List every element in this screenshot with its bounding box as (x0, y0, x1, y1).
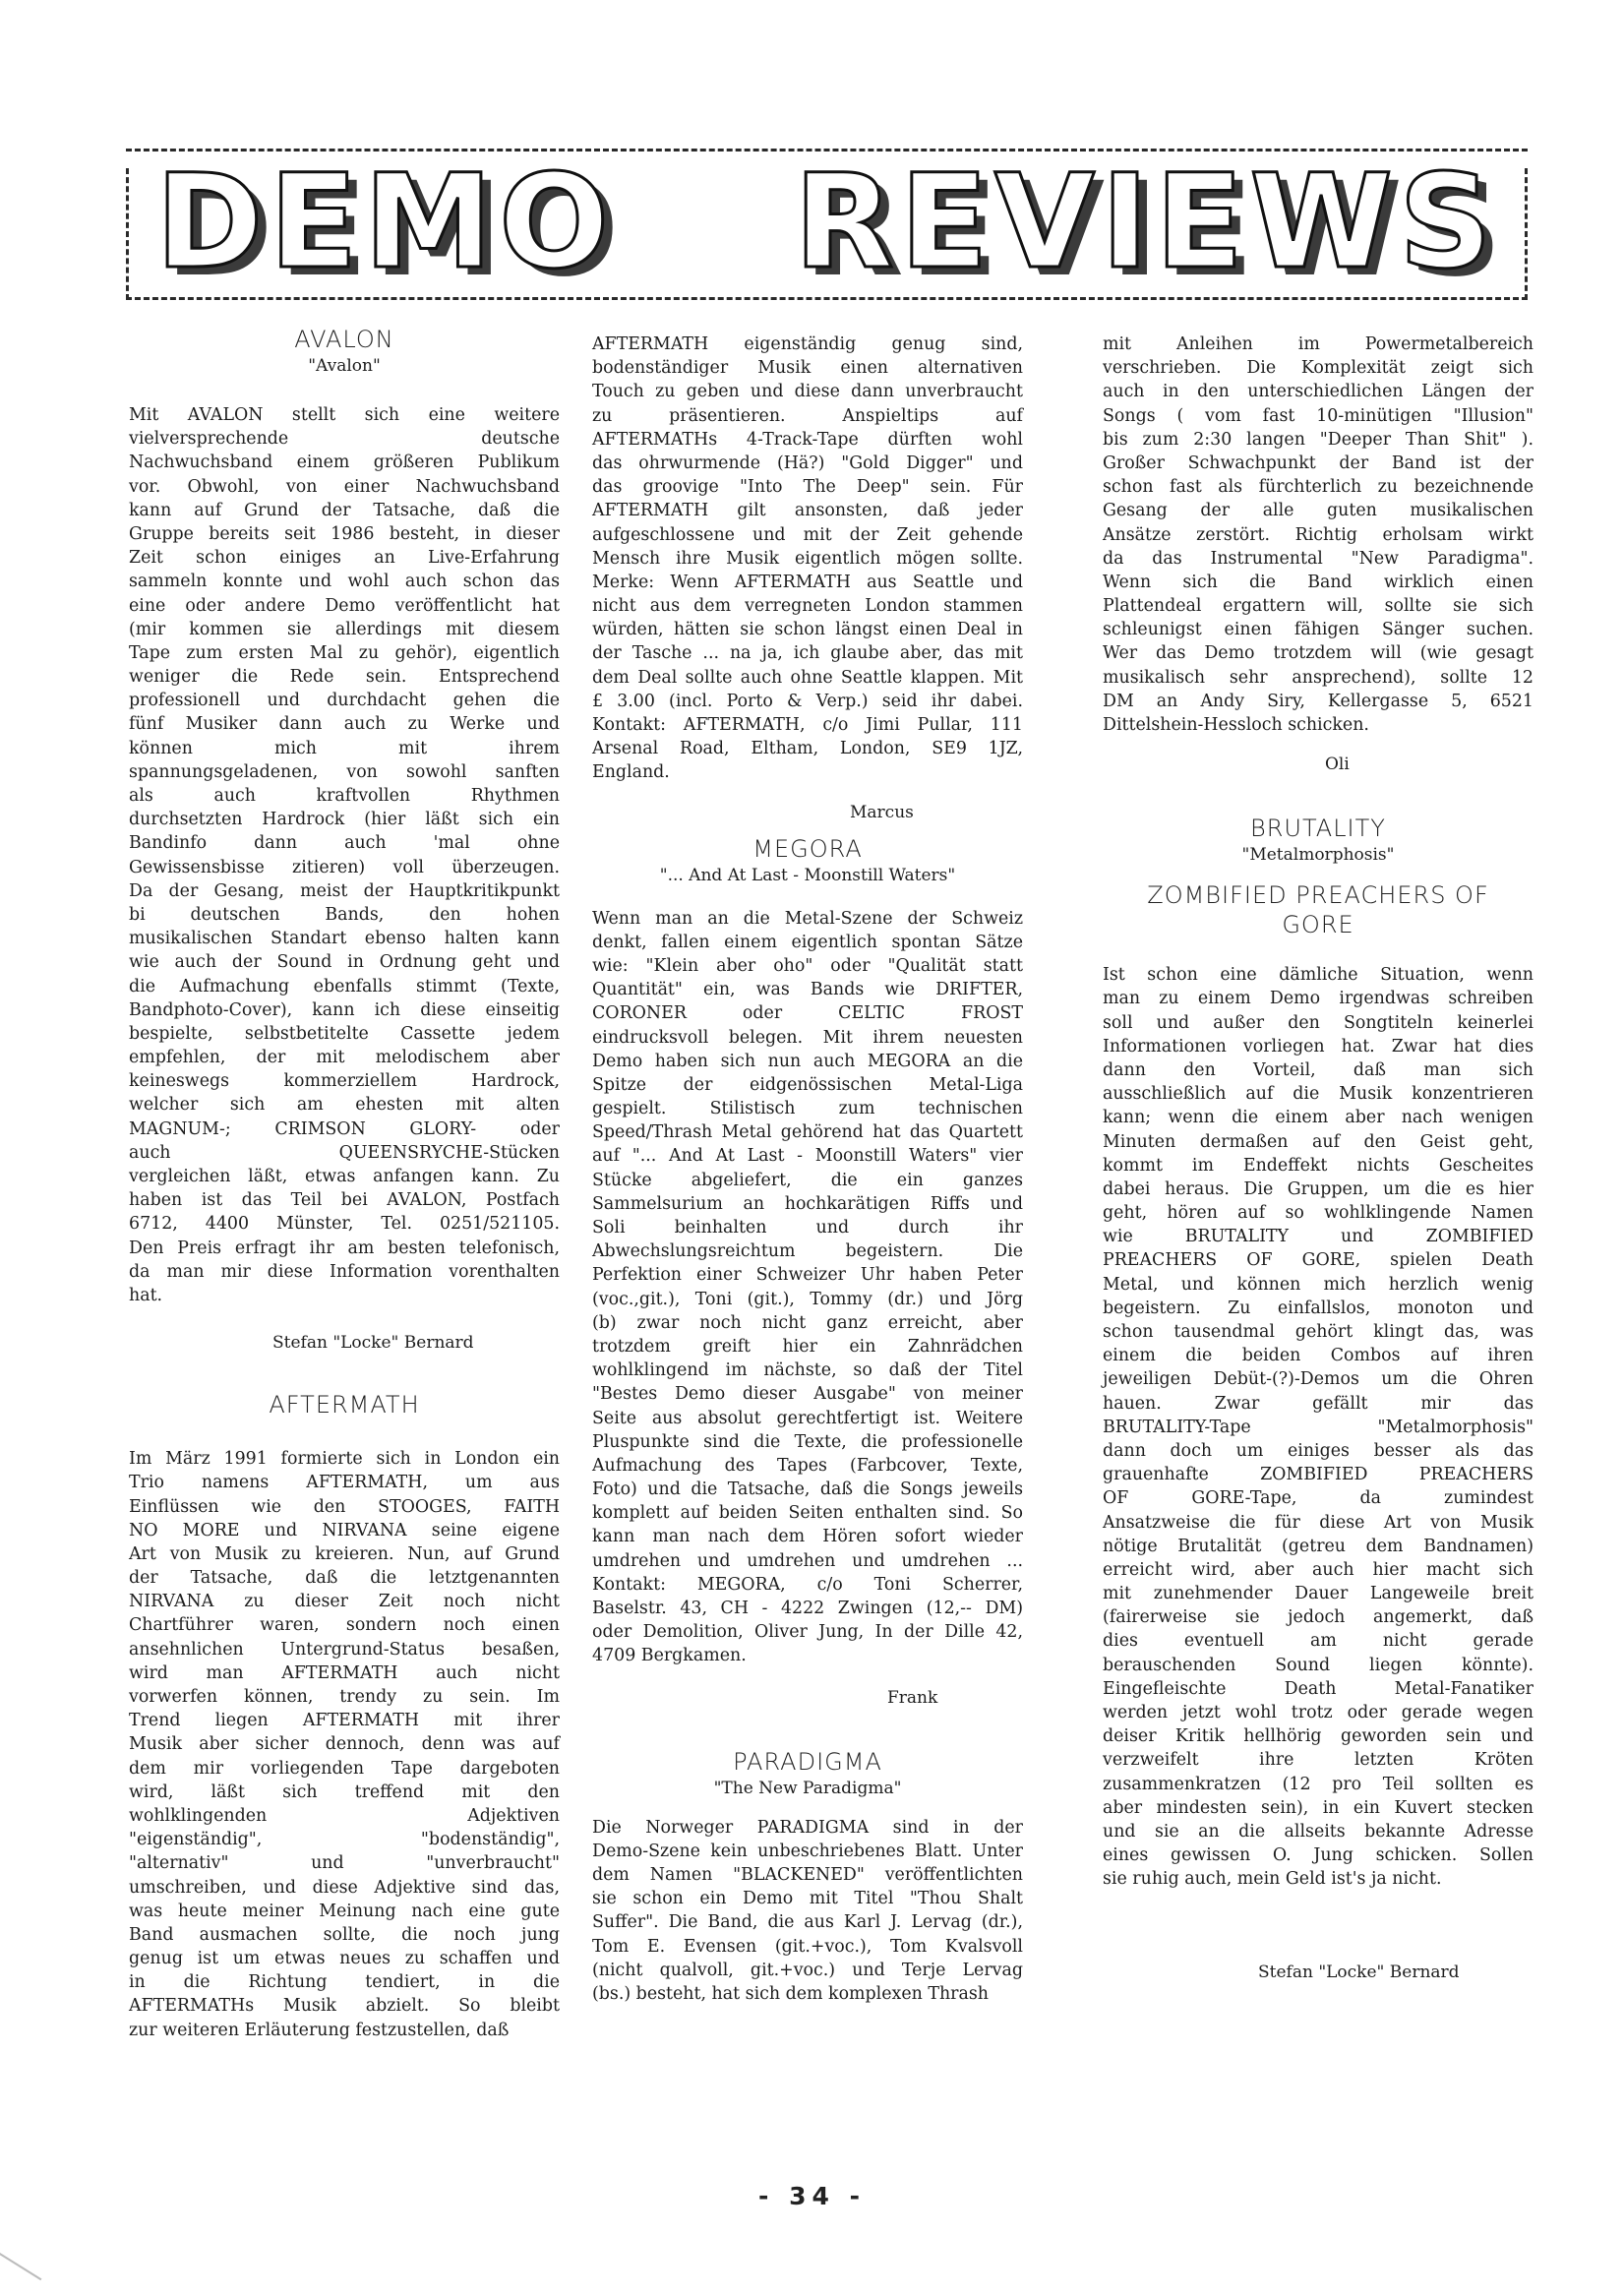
text-line: BRUTALITY-Tape "Metalmorphosis" (1103, 1417, 1534, 1437)
text-line: komplett auf beiden Seiten enthalten sind. So (592, 1503, 1023, 1524)
text-line: was heute meiner Meinung nach eine gute (129, 1901, 560, 1921)
text-line: kann man nach dem Hören sofort wieder (592, 1527, 1023, 1547)
review-aftermath-continued (592, 332, 1023, 824)
text-line: Trend liegen AFTERMATH mit ihrer (129, 1711, 560, 1731)
text-line: Tom E. Evensen (git.+voc.), Tom Kvalsvoll (592, 1936, 1023, 1957)
text-line: Plattendeal ergattern will, sollte sie sich (1103, 596, 1534, 617)
text-line: Ansatzweise die für diese Art von Musik (1103, 1512, 1534, 1533)
band-name-second-continued: GORE (1282, 911, 1354, 939)
page-banner (126, 141, 1528, 308)
text-line: Trio namens AFTERMATH, um aus (129, 1473, 560, 1493)
demo-title: "... And At Last - Moonstill Waters" (659, 865, 956, 885)
text-line: musikalisch sehr ansprechend), sollte 12 (1103, 667, 1534, 688)
text-line: Wenn man an die Metal-Szene der Schweiz (592, 908, 1023, 929)
text-line: und sie an die allseits bekannte Adresse (1103, 1821, 1534, 1842)
text-line: empfehlen, der mit melodischem aber (129, 1048, 560, 1068)
text-line: 6712, 4400 Münster, Tel. 0251/521105. (129, 1214, 560, 1235)
text-line: "alternativ" und "unverbraucht" (129, 1853, 560, 1874)
text-line: umdrehen und umdrehen und umdrehen ... (592, 1550, 1023, 1571)
text-line: Dittelshein-Hessloch schicken. (1103, 715, 1369, 735)
text-line: Musik aber sicher dennoch, denn was auf (129, 1734, 560, 1755)
review-body (1103, 963, 1534, 1891)
text-line: Touch zu geben und diese dann unverbraucht (592, 382, 1023, 402)
text-line: werden jetzt wohl trotz oder gerade wegen (1103, 1703, 1534, 1722)
review-aftermath (129, 1390, 560, 2042)
text-line: fünf Musiker dann auch zu Werke und (129, 714, 560, 735)
text-line: dem Namen "BLACKENED" veröffentlichten (592, 1864, 1023, 1885)
text-line: Merke: Wenn AFTERMATH aus Seattle und (592, 572, 1023, 592)
review-header (1103, 814, 1534, 939)
text-line: zur weiteren Erläuterung festzustellen, daß (129, 2020, 510, 2040)
text-line: NIRVANA zu dieser Zeit noch nicht (129, 1592, 560, 1612)
text-line: jeweiligen Debüt-(?)-Demos um die Ohren (1103, 1369, 1534, 1390)
text-line: kann auf Grund der Tatsache, daß die (129, 500, 560, 520)
text-line: Bandphoto-Cover), kann ich diese einseitig (129, 999, 560, 1020)
text-line: aufgeschlossene und mit der Zeit gehende (592, 524, 1023, 545)
text-line: wird man AFTERMATH auch nicht (129, 1662, 560, 1683)
text-line: wird, läßt sich treffend mit den (129, 1782, 560, 1802)
text-line: AFTERMATH gilt ansonsten, daß jeder (592, 501, 1023, 521)
column-left (129, 325, 560, 2042)
text-line: auf "... And At Last - Moonstill Waters" vier (592, 1146, 1023, 1167)
text-line: "eigenständig", "bodenständig", (129, 1830, 560, 1850)
title-word-demo: DEMO (155, 147, 616, 298)
text-line: bodenständiger Musik einen alternativen (592, 358, 1023, 379)
text-line: Nachwuchsband einem größeren Publikum (129, 453, 560, 473)
text-line: (fairerweise sie jedoch angemerkt, daß (1103, 1607, 1534, 1628)
text-line: berauschenden Sound liegen könnte). (1103, 1655, 1534, 1675)
text-line: (mir kommen sie allerdings mit diesem (129, 619, 560, 639)
text-line: Seite aus absolut gerechtfertigt ist. Weitere (592, 1408, 1023, 1428)
review-brutality-zombified-preachers-of-gore (1103, 814, 1534, 1983)
text-line: durchsetzten Hardrock (hier läßt sich ein (129, 810, 560, 830)
text-line: (bs.) besteht, hat sich dem komplexen Thrash (592, 1983, 989, 2004)
band-name: MEGORA (752, 834, 863, 863)
text-line: grauenhafte ZOMBIFIED PREACHERS (1103, 1465, 1534, 1485)
text-line: musikalischen Standart ebenso halten kann (129, 929, 560, 949)
text-line: dann doch um einiges besser als das (1103, 1440, 1534, 1461)
text-line: Arsenal Road, Eltham, London, SE9 1JZ, (592, 739, 1023, 759)
text-line: NO MORE und NIRVANA seine eigene (129, 1520, 560, 1540)
text-line: schon tausendmal gehört klingt das, was (1103, 1322, 1534, 1342)
text-line: mit zunehmender Dauer Langeweile breit (1103, 1584, 1534, 1604)
text-line: Baselstr. 43, CH - 4222 Zwingen (12,-- DM) (592, 1599, 1023, 1618)
review-body (129, 1447, 560, 2042)
text-line: Mensch ihre Musik eigentlich mögen sollte. (592, 548, 1023, 569)
text-line: welcher sich am ehesten mit alten (129, 1095, 560, 1116)
text-line: oder Demolition, Oliver Jung, In der Dille 42, (592, 1622, 1023, 1643)
text-line: deiser Kritik hellhörig geworden sein und (1103, 1726, 1534, 1747)
text-line: Informationen vorliegen hat. Zwar hat dies (1103, 1036, 1534, 1057)
text-line: AFTERMATHs 4-Track-Tape dürften wohl (592, 429, 1023, 450)
band-name: BRUTALITY (1250, 815, 1386, 843)
page-number: - 34 - (758, 2182, 866, 2210)
text-line: der Tatsache, daß die letztgenannten (129, 1568, 560, 1589)
text-line: hauen. Zwar gefällt mir das (1103, 1393, 1534, 1414)
review-author: Oli (1325, 755, 1350, 775)
text-line: eindrucksvoll belegen. Mit ihrem neuesten (592, 1027, 1023, 1048)
text-line: CORONER oder CELTIC FROST (592, 1003, 1023, 1024)
text-line: trotzdem greift hier ein Zahnrädchen (592, 1336, 1023, 1357)
review-avalon (129, 325, 560, 1355)
text-line: bespielte, selbstbetitelte Cassette jedem (129, 1023, 560, 1044)
text-line: bis zum 2:30 langen "Deeper Than Shit" ). (1103, 429, 1534, 450)
band-name-second: ZOMBIFIED PREACHERS OF (1147, 881, 1489, 910)
text-line: Mit AVALON stellt sich eine weitere (129, 405, 560, 425)
review-body (592, 1816, 1023, 2007)
text-line: verschrieben. Die Komplexität zeigt sich (1103, 358, 1534, 379)
text-line: Ansätze zerstört. Richtig erholsam wirkt (1103, 524, 1534, 545)
text-line: der Tasche ... na ja, ich glaube aber, das mit (592, 643, 1023, 664)
text-line: OF GORE-Tape, da zumindest (1103, 1488, 1534, 1509)
review-author: Stefan "Locke" Bernard (1258, 1962, 1460, 1982)
text-line: ausschließlich auf die Musik konzentrieren (1103, 1084, 1534, 1105)
text-line: dem mir vorliegenden Tape dargeboten (129, 1758, 560, 1779)
banner-dashed-border-left (126, 168, 129, 300)
text-line: 4709 Bergkamen. (592, 1646, 747, 1666)
text-line: Gewissensbisse zitieren) voll überzeugen. (129, 857, 560, 877)
review-author: Stefan "Locke" Bernard (272, 1333, 474, 1354)
review-header (129, 325, 560, 378)
review-paradigma (592, 1747, 1023, 2007)
text-line: Metal, und können mich herzlich wenig (1103, 1274, 1534, 1295)
text-line: begeistern. Zu einfallslos, monoton und (1103, 1298, 1534, 1318)
text-line: Im März 1991 formierte sich in London ein (129, 1449, 560, 1470)
text-line: keineswegs kommerziellem Hardrock, (129, 1071, 560, 1092)
text-line: da man mir diese Information vorenthalten (129, 1261, 560, 1282)
text-line: wie BRUTALITY und ZOMBIFIED (1103, 1227, 1534, 1247)
text-line: Großer Schwachpunkt der Band ist der (1103, 453, 1534, 473)
text-line: in die Richtung tendiert, in die (129, 1972, 560, 1993)
text-line: Art von Musik zu kreieren. Nun, auf Grund (129, 1543, 560, 1564)
text-line: die Aufmachung ebenfalls stimmt (Texte, (129, 976, 560, 997)
text-line: Aufmachung des Tapes (Farbcover, Texte, (592, 1455, 1023, 1476)
text-line: auch in den unterschiedlichen Längen der (1103, 382, 1534, 402)
review-paradigma-continued (1103, 332, 1534, 776)
band-name: AFTERMATH (269, 1391, 420, 1419)
review-header (129, 1390, 560, 1419)
text-line: Soli beinhalten und durch ihr (592, 1218, 1023, 1238)
demo-title: "Avalon" (308, 356, 381, 376)
text-line: sammeln konnte und wohl auch schon das (129, 572, 560, 592)
text-line: Band ausmachen sollte, die noch jung (129, 1924, 560, 1945)
review-megora (592, 834, 1023, 1710)
text-line: Bandinfo dann auch 'mal ohne (129, 833, 560, 854)
text-line: Einflüssen wie den STOOGES, FAITH (129, 1496, 560, 1517)
text-line: zu präsentieren. Anspieltips auf (592, 405, 1023, 426)
text-line: dann den Vorteil, daß man sich (1103, 1059, 1534, 1080)
text-line: (b) zwar noch nicht ganz erreicht, aber (592, 1312, 1023, 1333)
text-line: kann; wenn die einem aber nach wenigen (1103, 1108, 1534, 1128)
text-line: Songs ( vom fast 10-minütigen "Illusion" (1103, 405, 1534, 426)
text-line: Minuten dermaßen auf den Geist geht, (1103, 1131, 1534, 1152)
review-body (592, 907, 1023, 1668)
text-line: AFTERMATHs Musik abzielt. So bleibt (129, 1996, 560, 2017)
text-line: ansehnlichen Untergrund-Status besaßen, (129, 1639, 560, 1660)
text-line: gespielt. Stilistisch zum technischen (592, 1099, 1023, 1119)
column-right (1103, 332, 1534, 1984)
text-line: Speed/Thrash Metal gehörend hat das Quartett (592, 1122, 1023, 1143)
text-line: MAGNUM-; CRIMSON GLORY- oder (129, 1118, 560, 1139)
text-line: dabei heraus. Die Gruppen, um die es hier (1103, 1178, 1534, 1199)
review-author: Frank (887, 1687, 938, 1708)
text-line: (voc.,git.), Toni (git.), Tommy (dr.) und Jörg (592, 1289, 1023, 1309)
text-line: Chartführer waren, sondern noch einen (129, 1615, 560, 1636)
text-line: vielversprechende deutsche (129, 429, 560, 450)
text-line: auch QUEENSRYCHE-Stücken (129, 1142, 560, 1163)
text-line: verzweifelt ihre letzten Kröten (1103, 1750, 1534, 1771)
text-line: zusammenkratzen (12 pro Teil sollten es (1103, 1774, 1534, 1794)
text-line: wohlklingend im nächste, so daß der Titel (592, 1360, 1023, 1381)
text-line: vor. Obwohl, von einer Nachwuchsband (129, 476, 560, 497)
text-line: Ist schon eine dämliche Situation, wenn (1103, 965, 1534, 986)
text-line: Die Norweger PARADIGMA sind in der (592, 1817, 1023, 1838)
text-line: DM an Andy Siry, Kellergasse 5, 6521 (1103, 691, 1534, 711)
text-line: Kontakt: MEGORA, c/o Toni Scherrer, (592, 1574, 1023, 1595)
text-line: Tape zum ersten Mal zu gehör), eigentlich (129, 642, 560, 663)
text-line: würden, hätten sie schon längst einen Deal in (592, 620, 1023, 640)
text-line: Perfektion einer Schweizer Uhr haben Peter (592, 1265, 1023, 1286)
review-author: Marcus (850, 802, 914, 822)
text-line: aber mindesten sein), in ein Kuvert stecken (1103, 1797, 1534, 1818)
text-line: das ohrwurmende (Hä?) "Gold Digger" und (592, 453, 1023, 473)
text-line: einem die beiden Combos auf ihren (1103, 1346, 1534, 1366)
text-line: das groovige "Into The Deep" sein. Für (592, 477, 1023, 498)
page-title (155, 147, 1498, 298)
text-line: vergleichen läßt, etwas anfangen kann. Zu (129, 1167, 560, 1186)
text-line: Eingefleischte Death Metal-Fanatiker (1103, 1678, 1534, 1699)
text-line: wie: "Klein aber oho" oder "Qualität statt (592, 955, 1023, 976)
review-header (592, 834, 1023, 887)
text-line: Wer das Demo trotzdem will (wie gesagt (1103, 643, 1534, 664)
text-line: Wenn sich die Band wirklich einen (1103, 572, 1534, 592)
text-line: eines gewissen O. Jung schicken. Sollen (1103, 1845, 1534, 1866)
text-line: Sammelsurium an hochkarätigen Riffs und (592, 1193, 1023, 1214)
text-line: umschreiben, und diese Adjektive sind das, (129, 1877, 560, 1898)
text-line: kommt im Endeffekt nichts Gescheites (1103, 1155, 1534, 1176)
text-line: Gruppe bereits seit 1986 besteht, in dieser (129, 523, 560, 544)
banner-dashed-border-right (1525, 168, 1528, 300)
text-line: AFTERMATH eigenständig genug sind, (592, 334, 1023, 354)
text-line: sie ruhig auch, mein Geld ist's ja nicht. (1103, 1869, 1442, 1890)
band-name: PARADIGMA (733, 1747, 882, 1776)
text-line: spannungsgeladenen, von sowohl sanften (129, 761, 560, 782)
text-line: erreicht wird, aber auch hier macht sich (1103, 1559, 1534, 1580)
text-line: Foto) und die Tatsache, daß die Songs jeweils (592, 1480, 1023, 1500)
text-line: haben ist das Teil bei AVALON, Postfach (129, 1190, 560, 1211)
scan-corner-mark (0, 2253, 41, 2280)
text-line: schleunigst einen fähigen Sänger suchen. (1103, 620, 1534, 640)
text-line: Stücke abgeliefert, die ein ganzes (592, 1170, 1023, 1190)
text-line: als auch kraftvollen Rhythmen (129, 786, 560, 806)
text-line: eine oder andere Demo veröffentlicht hat (129, 595, 560, 616)
text-line: £ 3.00 (incl. Porto & Verp.) seid ihr dabei. (592, 691, 1023, 711)
review-body (129, 403, 560, 1307)
text-line: Quantität" ein, was Bands wie DRIFTER, (592, 980, 1023, 1000)
text-line: Suffer". Die Band, die aus Karl J. Lervag (dr.), (592, 1912, 1023, 1933)
text-line: da das Instrumental "New Paradigma". (1103, 548, 1534, 569)
text-line: genug ist um etwas neues zu schaffen und (129, 1949, 560, 1969)
text-line: Spitze der eidgenössischen Metal-Liga (592, 1074, 1023, 1095)
band-name: AVALON (294, 326, 394, 353)
text-line: dem Deal sollte auch ohne Seattle klappen. Mit (592, 667, 1023, 688)
text-line: Demo-Szene kein unbeschriebenes Blatt. Unter (592, 1841, 1023, 1861)
text-line: (nicht qualvoll, git.+voc.) und Terje Lervag (592, 1960, 1023, 1980)
text-line: hat. (129, 1285, 163, 1305)
review-header (592, 1747, 1023, 1800)
text-line: schon fast als fürchterlich zu bezeichnende (1103, 477, 1534, 498)
text-line: Zeit schon einiges an Live-Erfahrung (129, 548, 560, 569)
title-word-reviews: REVIEWS (794, 147, 1498, 298)
text-line: geht, hören auf so wohlklingende Namen (1103, 1203, 1534, 1224)
text-line: nötige Brutalität (getreu dem Bandnamen) (1103, 1536, 1534, 1556)
review-body (592, 332, 1023, 785)
column-middle (592, 332, 1023, 2006)
text-line: wie auch der Sound in Ordnung geht und (129, 952, 560, 973)
text-line: können mich mit ihrem (129, 738, 560, 758)
text-line: bi deutschen Bands, den hohen (129, 904, 560, 925)
text-line: professionell und durchdacht gehen die (129, 691, 560, 711)
text-line: dies eventuell am nicht gerade (1103, 1631, 1534, 1652)
text-line: Den Preis erfragt ihr am besten telefonisch, (129, 1238, 560, 1258)
text-line: sie schon ein Demo mit Titel "Thou Shalt (592, 1889, 1023, 1909)
text-line: nicht aus dem verregneten London stammen (592, 596, 1023, 617)
text-line: denkt, fallen einem eigentlich spontan Sätze (592, 932, 1023, 952)
text-line: mit Anleihen im Powermetalbereich (1103, 334, 1534, 354)
text-line: Kontakt: AFTERMATH, c/o Jimi Pullar, 111 (592, 715, 1023, 735)
text-line: Gesang der alle guten musikalischen (1103, 501, 1534, 521)
demo-title: "Metalmorphosis" (1241, 845, 1395, 866)
text-line: vorwerfen können, trendy zu sein. Im (129, 1687, 560, 1707)
text-line: soll und außer den Songtiteln keinerlei (1103, 1012, 1534, 1033)
text-line: Pluspunkte sind die Texte, die professionelle (592, 1431, 1023, 1452)
text-line: Abwechslungsreichtum begeistern. Die (592, 1241, 1023, 1262)
demo-title: "The New Paradigma" (713, 1778, 902, 1798)
text-line: Demo haben sich nun auch MEGORA an die (592, 1051, 1023, 1071)
text-line: PREACHERS OF GORE, spielen Death (1103, 1250, 1534, 1271)
text-line: Da der Gesang, meist der Hauptkritikpunkt (129, 880, 560, 901)
text-line: England. (592, 762, 670, 783)
text-line: man zu einem Demo irgendwas schreiben (1103, 989, 1534, 1009)
review-body (1103, 332, 1534, 737)
text-line: "Bestes Demo dieser Ausgabe" von meiner (592, 1384, 1023, 1405)
text-line: weniger die Rede sein. Entsprechend (129, 667, 560, 688)
text-line: wohlklingenden Adjektiven (129, 1805, 560, 1826)
